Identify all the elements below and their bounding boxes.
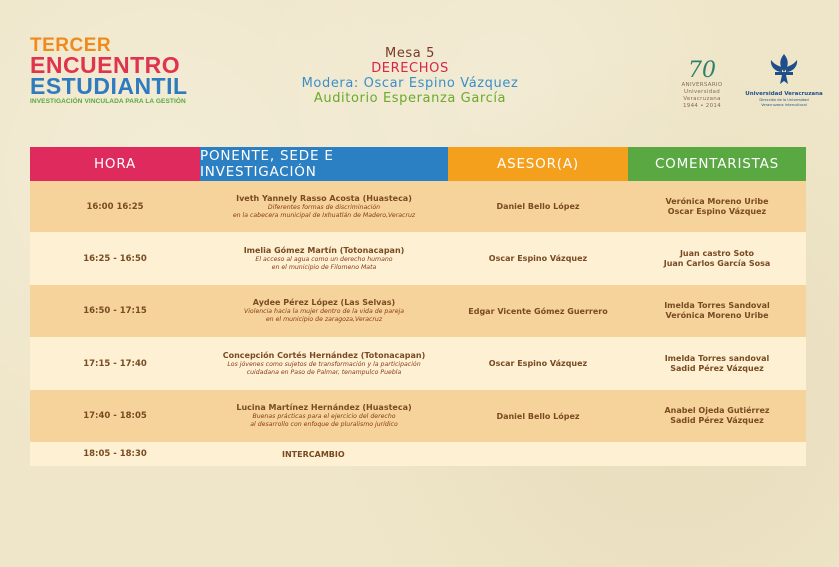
presenter-name: Aydee Pérez López (Las Selvas) bbox=[252, 298, 396, 307]
session-topic: DERECHOS bbox=[371, 61, 449, 76]
session-number: Mesa 5 bbox=[385, 46, 435, 61]
schedule-table bbox=[30, 147, 806, 466]
anniversary-logo bbox=[672, 60, 732, 110]
session-moderator: Modera: Oscar Espino Vázquez bbox=[301, 76, 519, 91]
header-ponente: PONENTE, SEDE E INVESTIGACIÓN bbox=[200, 147, 448, 181]
header-comentaristas: COMENTARISTAS bbox=[628, 147, 806, 181]
university-sub2: Veracruzana Intercultural bbox=[761, 103, 807, 107]
logo-tagline: INVESTIGACIÓN VINCULADA PARA LA GESTIÓN bbox=[30, 98, 186, 105]
anniversary-university: Universidad Veracruzana bbox=[683, 89, 721, 102]
presenter-topic-line1: Diferentes formas de discriminación bbox=[267, 203, 381, 211]
commentator-2: Verónica Moreno Uribe bbox=[665, 311, 769, 320]
presenter-name: Iveth Yannely Rasso Acosta (Huasteca) bbox=[236, 193, 412, 203]
presenter-name: Imelia Gómez Martín (Totonacapan) bbox=[243, 245, 405, 255]
row-time: 17:40 - 18:05 bbox=[83, 411, 147, 421]
row-commentators bbox=[628, 285, 806, 337]
anniversary-label: ANIVERSARIO bbox=[681, 82, 723, 88]
commentator-1: Imelda Torres Sandoval bbox=[664, 301, 770, 310]
row-time: 17:15 - 17:40 bbox=[83, 358, 147, 369]
commentator-1: Juan castro Soto bbox=[679, 248, 755, 258]
presenter-topic-line2: al desarrollo con enfoque de pluralismo jurídico bbox=[250, 421, 398, 428]
presenter-topic-line2: cuidadana en Paso de Palmar, tenampulco Puebla bbox=[246, 368, 402, 376]
session-title-block bbox=[260, 46, 560, 106]
row-commentators bbox=[628, 337, 806, 390]
presenter-topic-line1: Violencia hacia la mujer dentro de la vida de pareja bbox=[243, 308, 405, 315]
university-logo bbox=[744, 52, 824, 108]
row-time: 16:25 - 16:50 bbox=[83, 253, 147, 264]
presenter-topic-line2: en la cabecera municipal de Ixhuatlán de Madero,Veracruz bbox=[232, 211, 416, 219]
row-time: 16:50 - 17:15 bbox=[83, 306, 147, 316]
presenter-topic-line2: en el municipio de Filomeno Mata bbox=[271, 263, 377, 271]
row-presenter bbox=[200, 337, 448, 390]
commentator-2: Oscar Espino Vázquez bbox=[667, 206, 767, 216]
table-row bbox=[30, 181, 806, 232]
row-advisor: Oscar Espino Vázquez bbox=[488, 254, 588, 263]
row-advisor-empty bbox=[448, 442, 628, 466]
commentator-2: Juan Carlos García Sosa bbox=[663, 258, 771, 268]
commentator-1: Anabel Ojeda Gutiérrez bbox=[664, 406, 770, 415]
presenter-topic-line1: El acceso al agua como un derecho humano bbox=[255, 255, 393, 263]
table-row bbox=[30, 285, 806, 337]
header-asesor: ASESOR(A) bbox=[448, 147, 628, 181]
fleur-de-lis-icon bbox=[767, 52, 801, 88]
row-commentators-empty bbox=[628, 442, 806, 466]
row-commentators bbox=[628, 232, 806, 285]
university-sub1: Dirección de la Universidad bbox=[759, 98, 809, 102]
logo-line-estudiantil: ESTUDIANTIL bbox=[30, 73, 188, 99]
row-advisor: Daniel Bello López bbox=[496, 202, 580, 211]
exchange-label: INTERCAMBIO bbox=[282, 449, 345, 459]
presenter-topic-line1: Buenas prácticas para el ejercicio del derecho bbox=[252, 413, 396, 420]
presenter-name: Concepción Cortés Hernández (Totonacapan) bbox=[222, 350, 426, 360]
row-time: 16:00 16:25 bbox=[86, 201, 144, 212]
presenter-topic-line1: Los jóvenes como sujetos de transformación y la participación bbox=[227, 360, 421, 368]
logo-line-encuentro: ENCUENTRO bbox=[30, 52, 181, 78]
event-logo bbox=[30, 37, 188, 107]
row-presenter bbox=[200, 285, 448, 337]
commentator-2: Sadid Pérez Vázquez bbox=[670, 416, 764, 425]
row-presenter bbox=[200, 181, 448, 232]
table-row bbox=[30, 232, 806, 285]
logo-line-tercer: TERCER bbox=[30, 35, 112, 56]
presenter-topic-line2: en el municipio de zaragoza,Veracruz bbox=[265, 316, 383, 323]
anniversary-number: 70 bbox=[688, 58, 716, 83]
table-row bbox=[30, 337, 806, 390]
presenter-name: Lucina Martínez Hernández (Huasteca) bbox=[236, 403, 412, 412]
row-presenter bbox=[200, 232, 448, 285]
table-row bbox=[30, 390, 806, 442]
row-commentators bbox=[628, 181, 806, 232]
commentator-1: Verónica Moreno Uribe bbox=[665, 196, 769, 206]
row-advisor: Daniel Bello López bbox=[496, 411, 580, 421]
row-presenter bbox=[200, 390, 448, 442]
commentator-2: Sadid Pérez Vázquez bbox=[670, 363, 764, 373]
row-advisor: Oscar Espino Vázquez bbox=[488, 359, 588, 368]
row-advisor: Edgar Vicente Gómez Guerrero bbox=[468, 306, 608, 316]
table-header bbox=[30, 147, 806, 181]
row-time: 18:05 - 18:30 bbox=[83, 449, 147, 459]
row-commentators bbox=[628, 390, 806, 442]
table-row-exchange bbox=[30, 442, 806, 466]
university-name: Universidad Veracruzana bbox=[745, 91, 823, 97]
header-hora: HORA bbox=[30, 147, 200, 181]
session-venue: Auditorio Esperanza García bbox=[313, 91, 507, 106]
anniversary-years: 1944 • 2014 bbox=[682, 103, 722, 109]
commentator-1: Imelda Torres sandoval bbox=[664, 353, 770, 363]
